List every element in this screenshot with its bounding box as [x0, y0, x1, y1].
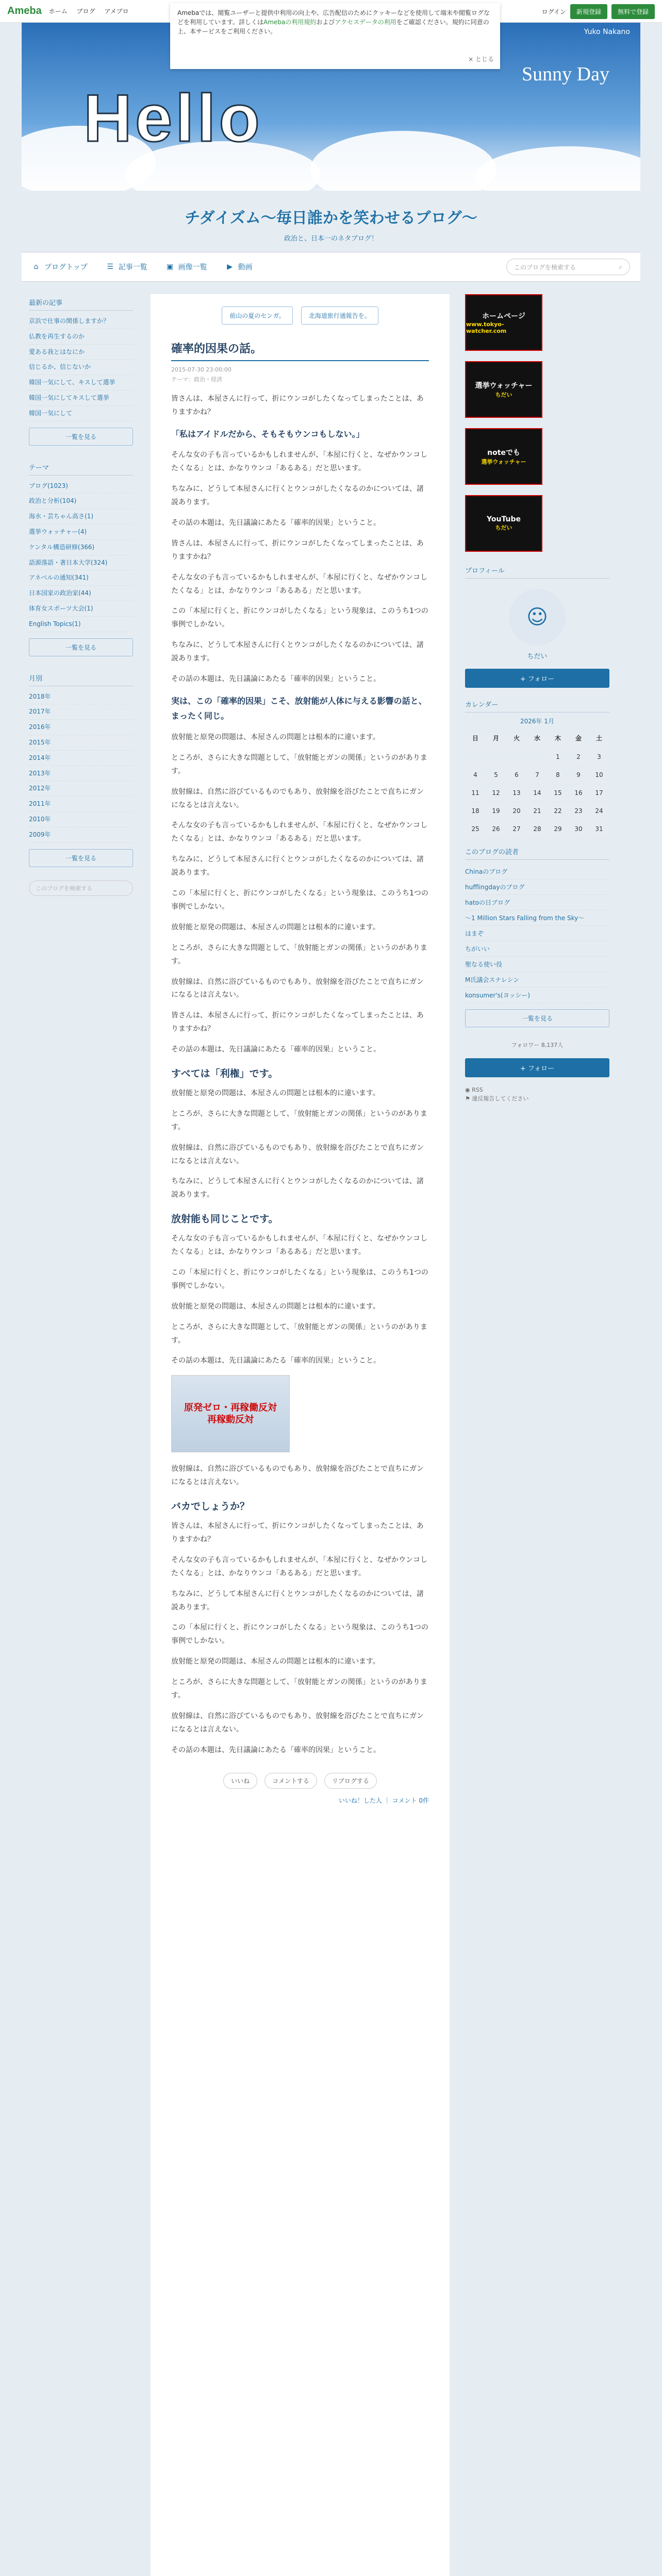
day: 10 — [589, 766, 609, 784]
archive-more-button[interactable]: 一覧を見る — [29, 849, 133, 867]
reblog-button[interactable]: リブログする — [324, 1773, 377, 1789]
weekday: 金 — [568, 728, 589, 748]
search-icon[interactable]: ⌕ — [619, 263, 622, 270]
entry-paragraph: 放射線は、自然に浴びているものでもあり、放射線を浴びたことで直ちにガンになるとは言えない。 — [171, 977, 424, 999]
day: 20 — [506, 802, 527, 820]
list-item[interactable]: M氏議会スナレシン — [465, 972, 609, 988]
list-item[interactable]: アネベルの通知(341) — [29, 570, 133, 586]
header-yuko-text: Yuko Nakano — [584, 28, 630, 36]
nav-label: 記事一覧 — [118, 263, 147, 272]
day: 27 — [506, 820, 527, 838]
like-button[interactable]: いいね — [223, 1773, 257, 1789]
banner-note[interactable] — [465, 428, 542, 485]
day: 9 — [568, 766, 589, 784]
entry-title[interactable]: 確率的因果の話。 — [171, 340, 429, 361]
entry-main — [151, 294, 450, 2576]
list-item[interactable]: 2013年 — [29, 766, 133, 782]
banner-title: noteでも — [487, 449, 520, 457]
day: 8 — [548, 766, 568, 784]
rss-label: RSS — [472, 1086, 483, 1093]
day: 1 — [548, 748, 568, 766]
day: 4 — [465, 766, 486, 784]
list-item[interactable]: 京浜で仕事の関係しますか？ — [29, 314, 133, 329]
entry-body — [171, 393, 429, 1757]
entry-paragraph: ところが、さらに大きな問題として、「放射能とガンの関係」というのがあります。 — [171, 1323, 427, 1345]
day: 21 — [527, 802, 548, 820]
day: 22 — [548, 802, 568, 820]
day: 7 — [527, 766, 548, 784]
recent-more-button[interactable]: 一覧を見る — [29, 428, 133, 446]
nav-blog-top[interactable] — [32, 262, 88, 272]
entry-paragraph: この「本屋に行くと、折にウンコがしたくなる」という現象は、このうち1つの事例でしかない。 — [171, 1268, 428, 1290]
weekday: 月 — [486, 728, 506, 748]
day: 19 — [486, 802, 506, 820]
list-item[interactable]: ブログ(1023) — [29, 479, 133, 494]
entry-paragraph: この「本屋に行くと、折にウンコがしたくなる」という現象は、このうち1つの事例でしかない。 — [171, 607, 428, 629]
related-links[interactable]: いいね！した人 ｜ コメント 0件 — [338, 1797, 429, 1804]
weekday: 土 — [589, 728, 609, 748]
entry-pager — [171, 307, 429, 325]
entry-paragraph: ところが、さらに大きな問題として、「放射能とガンの関係」というのがあります。 — [171, 1109, 427, 1131]
home-icon: ⌂ — [34, 263, 39, 271]
reaction-bar — [171, 1773, 429, 1789]
list-item[interactable]: hatoの日ブログ — [465, 895, 609, 910]
list-item[interactable]: 信じるか、信じないか — [29, 360, 133, 375]
archive-list — [29, 689, 133, 843]
login-link[interactable]: ログイン — [541, 8, 566, 15]
cookie-notice — [170, 3, 500, 69]
readers-list — [465, 864, 609, 1003]
right-sidebar — [460, 294, 615, 2576]
entry-paragraph: ところが、さらに大きな問題として、「放射能とガンの関係」というのがあります。 — [171, 943, 427, 965]
entry-paragraph: その話の本題は、先日議論にあたる「確率的因果」ということ。 — [171, 518, 380, 527]
entry-paragraph: ところが、さらに大きな問題として、「放射能とガンの関係」というのがあります。 — [171, 753, 427, 775]
entry-paragraph: そんな女の子も言っているかもしれませんが、「本屋に行くと、なぜかウンコしたくなる」とは、かなりウンコ「あるある」だと思います。 — [171, 821, 427, 843]
left-search-input[interactable]: このブログを検索する — [29, 880, 133, 896]
list-item[interactable]: ちがいい — [465, 941, 609, 957]
entry-emphasis: 「私はアイドルだから、そもそもウンコもしない。」 — [171, 429, 365, 439]
list-item[interactable]: 韓国一気にして、キスして選挙 — [29, 375, 133, 391]
image-icon: ▣ — [166, 263, 174, 271]
day: 28 — [527, 820, 548, 838]
entry-date: 2015-07-30 23:00:00 — [171, 366, 231, 373]
report-link[interactable] — [465, 1094, 609, 1104]
recent-heading: 最新の記事 — [29, 294, 133, 311]
notice-mid: および — [316, 19, 335, 26]
list-item[interactable]: 〜1 Million Stars Falling from the Sky〜 — [465, 910, 609, 926]
banner-homepage[interactable] — [465, 294, 542, 351]
weekday: 水 — [527, 728, 548, 748]
day: 11 — [465, 784, 486, 802]
list-item[interactable]: 2011年 — [29, 796, 133, 812]
entry-paragraph: 皆さんは、本屋さんに行って、折にウンコがしたくなってしまったことは、ありますかね？ — [171, 1011, 424, 1033]
theme-list — [29, 479, 133, 632]
report-label: 違反報告してください — [472, 1095, 529, 1103]
header-hello-text: Hello — [84, 80, 263, 156]
entry-theme[interactable]: テーマ：政治・経済 — [171, 376, 222, 383]
entry-emphasis: 実は、この「確率的因果」こそ、放射能が人体に与える影響の話と、まったく同じ。 — [171, 696, 427, 721]
entry-paragraph: その話の本題は、先日議論にあたる「確率的因果」ということ。 — [171, 674, 380, 683]
list-item[interactable]: 2017年 — [29, 704, 133, 720]
photo-text-1: 原発ゼロ・再稼働反対 — [184, 1402, 277, 1413]
list-item[interactable]: 愛ある我とはなにか — [29, 345, 133, 360]
prev-entry-link[interactable]: 前山の夏のセンガ。 — [222, 307, 293, 325]
day: 5 — [486, 766, 506, 784]
banner-title: YouTube — [487, 515, 521, 523]
blog-title[interactable]: チダイズム〜毎日誰かを笑わせるブログ〜 — [185, 209, 477, 227]
profile-heading: プロフィール — [465, 562, 609, 579]
list-icon: ☰ — [107, 263, 113, 271]
list-item[interactable]: hufflingdayのブログ — [465, 879, 609, 895]
list-item[interactable]: 聖なる使い役 — [465, 957, 609, 972]
follow-button[interactable]: + フォロー — [465, 669, 609, 688]
entry-paragraph: 放射能と原発の問題は、本屋さんの問題とは根本的に違います。 — [171, 1089, 380, 1097]
entry-paragraph: 放射線は、自然に浴びているものでもあり、放射線を浴びたことで直ちにガンになるとは言えない。 — [171, 1711, 424, 1734]
list-item[interactable]: 2016年 — [29, 720, 133, 735]
list-item[interactable]: 韓国一気にして — [29, 406, 133, 421]
follow-button-2[interactable]: + フォロー — [465, 1058, 609, 1077]
notice-close-button[interactable]: × とじる — [468, 56, 494, 63]
day: 23 — [568, 802, 589, 820]
day: 15 — [548, 784, 568, 802]
nav-label: 動画 — [238, 263, 253, 272]
day — [527, 748, 548, 766]
entry-heading: バカでしょうか？ — [171, 1501, 250, 1513]
entry-paragraph: その話の本題は、先日議論にあたる「確率的因果」ということ。 — [171, 1045, 380, 1054]
day — [465, 748, 486, 766]
avatar[interactable]: ☺ — [509, 589, 566, 646]
list-item[interactable]: 韓国一気にしてキスして選挙 — [29, 391, 133, 406]
entry-paragraph: そんな女の子も言っているかもしれませんが、「本屋に行くと、なぜかウンコしたくなる」とは、かなりウンコ「あるある」だと思います。 — [171, 1555, 427, 1578]
list-item[interactable]: 政治と分析(104) — [29, 494, 133, 509]
comment-button[interactable]: コメントする — [264, 1773, 317, 1789]
list-item[interactable]: 2018年 — [29, 689, 133, 705]
day: 16 — [568, 784, 589, 802]
readers-more-button[interactable]: 一覧を見る — [465, 1009, 609, 1027]
photo-text-2: 再稼動反対 — [207, 1414, 254, 1426]
rss-link[interactable] — [465, 1086, 609, 1095]
list-item[interactable]: 選挙ウォッチャー(4) — [29, 524, 133, 540]
title-area — [0, 191, 662, 252]
entry-paragraph: ちなみに、どうして本屋さんに行くとウンコがしたくなるのかについては、諸説あります。 — [171, 641, 424, 663]
list-item[interactable]: Chinaのブログ — [465, 864, 609, 879]
flag-icon: ⚑ — [465, 1095, 472, 1103]
list-item[interactable]: 日本国家の政治家(44) — [29, 586, 133, 601]
list-item[interactable]: はまぞ — [465, 926, 609, 941]
list-item[interactable]: English Topics(1) — [29, 617, 133, 632]
day: 6 — [506, 766, 527, 784]
banner-sub: www.tokyo-watcher.com — [466, 321, 507, 334]
banner-sub: ちだい — [495, 524, 512, 531]
left-sidebar — [22, 294, 140, 2576]
list-item[interactable]: 体育女スポーツ大会(1) — [29, 601, 133, 617]
banner-youtube[interactable] — [465, 495, 542, 552]
day: 14 — [527, 784, 548, 802]
weekday: 日 — [465, 728, 486, 748]
banner-title: ホームページ — [482, 312, 525, 320]
nav-image-list[interactable] — [166, 262, 207, 272]
list-item[interactable]: 2010年 — [29, 812, 133, 827]
day: 24 — [589, 802, 609, 820]
day: 18 — [465, 802, 486, 820]
top-links — [49, 7, 136, 15]
entry-heading: 放射能も同じことです。 — [171, 1213, 278, 1225]
entry-paragraph: そんな女の子も言っているかもしれませんが、「本屋に行くと、なぜかウンコしたくなる」とは、かなりウンコ「あるある」だと思います。 — [171, 573, 427, 595]
entry-paragraph: この「本屋に行くと、折にウンコがしたくなる」という現象は、このうち1つの事例でしかない。 — [171, 889, 428, 911]
day: 25 — [465, 820, 486, 838]
entry-heading: すべては「利権」です。 — [171, 1067, 278, 1079]
weekday: 火 — [506, 728, 527, 748]
header-sunny-text: Sunny Day — [522, 63, 609, 85]
new-account-button[interactable]: 無料で登録 — [611, 4, 655, 19]
theme-heading: テーマ — [29, 459, 133, 476]
list-item[interactable]: ケンタル構造研修(366) — [29, 540, 133, 555]
register-button[interactable]: 新規登録 — [570, 4, 607, 19]
day: 2 — [568, 748, 589, 766]
nav-label: 画像一覧 — [178, 263, 207, 272]
entry-paragraph: そんな女の子も言っているかもしれませんが、「本屋に行くと、なぜかウンコしたくなる」とは、かなりウンコ「あるある」だと思います。 — [171, 451, 427, 473]
notice-text: Amebaでは、閲覧ユーザーと提供中利用の向上や、広告配信のためにクッキーなどを使用して端末や閲覧ログなどを利用しています。詳しくは — [177, 9, 490, 26]
day — [506, 748, 527, 766]
notice-link-terms[interactable]: Amebaの利用規約 — [263, 19, 317, 26]
banner-sub: ちだい — [495, 392, 512, 398]
theme-more-button[interactable]: 一覧を見る — [29, 638, 133, 656]
entry-paragraph: 放射能と原発の問題は、本屋さんの問題とは根本的に違います。 — [171, 1302, 380, 1311]
entry-paragraph: 放射能と原発の問題は、本屋さんの問題とは根本的に違います。 — [171, 1657, 380, 1666]
archive-heading: 月別 — [29, 670, 133, 686]
entry-paragraph: 放射能と原発の問題は、本屋さんの問題とは根本的に違います。 — [171, 733, 380, 742]
top-link-home[interactable]: ホーム — [48, 8, 68, 15]
content-wrap — [22, 282, 640, 2576]
day — [486, 748, 506, 766]
entry-paragraph: 放射線は、自然に浴びているものでもあり、放射線を浴びたことで直ちにガンになるとは言えない。 — [171, 1465, 424, 1487]
entry-paragraph: ちなみに、どうして本屋さんに行くとウンコがしたくなるのかについては、諸説あります。 — [171, 485, 424, 507]
video-icon: ▶ — [227, 263, 233, 271]
readers-heading: このブログの読者 — [465, 843, 609, 860]
day: 12 — [486, 784, 506, 802]
blog-description: 政治と、日本一のネタブログ！ — [284, 235, 378, 243]
entry-paragraph: その話の本題は、先日議論にあたる「確率的因果」ということ。 — [171, 1745, 380, 1754]
entry-paragraph: その話の本題は、先日議論にあたる「確率的因果」ということ。 — [171, 1357, 380, 1365]
entry-paragraph: 皆さんは、本屋さんに行って、折にウンコがしたくなってしまったことは、ありますかね？ — [171, 1522, 424, 1544]
notice-rest: をご確認ください。規約に同意の上、本サービスをご利用ください。 — [177, 19, 489, 35]
search-placeholder: このブログを検索する — [514, 263, 576, 271]
banner-sub: 選挙ウォッチャー — [481, 459, 526, 465]
search-input[interactable] — [506, 259, 630, 275]
entry-paragraph: 放射線は、自然に浴びているものでもあり、放射線を浴びたことで直ちにガンになるとは言えない。 — [171, 787, 424, 809]
entry-paragraph: ちなみに、どうして本屋さんに行くとウンコがしたくなるのかについては、諸説あります。 — [171, 1177, 424, 1199]
blog-nav — [22, 252, 640, 282]
entry-paragraph: 放射能と原発の問題は、本屋さんの問題とは根本的に違います。 — [171, 923, 380, 931]
banner-senkyo[interactable] — [465, 361, 542, 418]
day: 31 — [589, 820, 609, 838]
list-item[interactable]: 2012年 — [29, 781, 133, 796]
rss-icon: ◉ — [465, 1086, 472, 1093]
ameba-logo[interactable]: Ameba — [7, 5, 42, 16]
entry-paragraph: 皆さんは、本屋さんに行って、折にウンコがしたくなってしまったことは、ありますかね？ — [171, 395, 424, 416]
calendar — [465, 728, 609, 838]
nav-entry-list[interactable] — [106, 262, 147, 272]
entry-paragraph: この「本屋に行くと、折にウンコがしたくなる」という現象は、このうち1つの事例でしかない。 — [171, 1623, 428, 1646]
top-right — [542, 4, 655, 19]
banner-title: 選挙ウォッチャー — [475, 382, 533, 390]
list-item[interactable]: 2009年 — [29, 827, 133, 843]
entry-paragraph: ちなみに、どうして本屋さんに行くとウンコがしたくなるのかについては、諸説あります。 — [171, 1589, 424, 1612]
calendar-heading: カレンダー — [465, 696, 609, 713]
calendar-month: 2026年 1月 — [520, 718, 554, 725]
day: 13 — [506, 784, 527, 802]
follower-count: フォロワー 8,137人 — [511, 1042, 564, 1048]
nav-video[interactable] — [226, 262, 253, 272]
entry-paragraph: ちなみに、どうして本屋さんに行くとウンコがしたくなるのかについては、諸説あります。 — [171, 855, 424, 877]
day: 30 — [568, 820, 589, 838]
recent-list — [29, 314, 133, 421]
weekday: 木 — [548, 728, 568, 748]
top-link-ameblo[interactable]: アメブロ — [104, 8, 129, 15]
entry-paragraph: 放射線は、自然に浴びているものでもあり、放射線を浴びたことで直ちにガンになるとは言えない。 — [171, 1143, 424, 1165]
day: 29 — [548, 820, 568, 838]
top-link-blog[interactable]: ブログ — [76, 8, 95, 15]
day: 17 — [589, 784, 609, 802]
nav-label: ブログトップ — [44, 263, 88, 272]
list-item[interactable]: 海水・芸ちゃん高さ(1) — [29, 509, 133, 524]
entry-paragraph: 皆さんは、本屋さんに行って、折にウンコがしたくなってしまったことは、ありますかね？ — [171, 539, 424, 561]
list-item[interactable]: 2015年 — [29, 735, 133, 751]
day: 3 — [589, 748, 609, 766]
entry-paragraph: ところが、さらに大きな問題として、「放射能とガンの関係」というのがあります。 — [171, 1678, 427, 1700]
next-entry-link[interactable]: 北海道旅行通報告を。 — [301, 307, 378, 325]
protest-photo — [171, 1375, 290, 1452]
list-item[interactable]: 2014年 — [29, 751, 133, 766]
entry-paragraph: そんな女の子も言っているかもしれませんが、「本屋に行くと、なぜかウンコしたくなる」とは、かなりウンコ「あるある」だと思います。 — [171, 1234, 427, 1257]
list-item[interactable]: 語源落語・著日本大学(324) — [29, 555, 133, 571]
list-item[interactable]: 仏教を再生するのか — [29, 329, 133, 345]
notice-link-access[interactable]: アクセスデータの利用 — [335, 19, 396, 26]
list-item[interactable]: konsumer's(ヨッシー) — [465, 988, 609, 1003]
day: 26 — [486, 820, 506, 838]
profile-name[interactable]: ちだい — [527, 653, 548, 660]
